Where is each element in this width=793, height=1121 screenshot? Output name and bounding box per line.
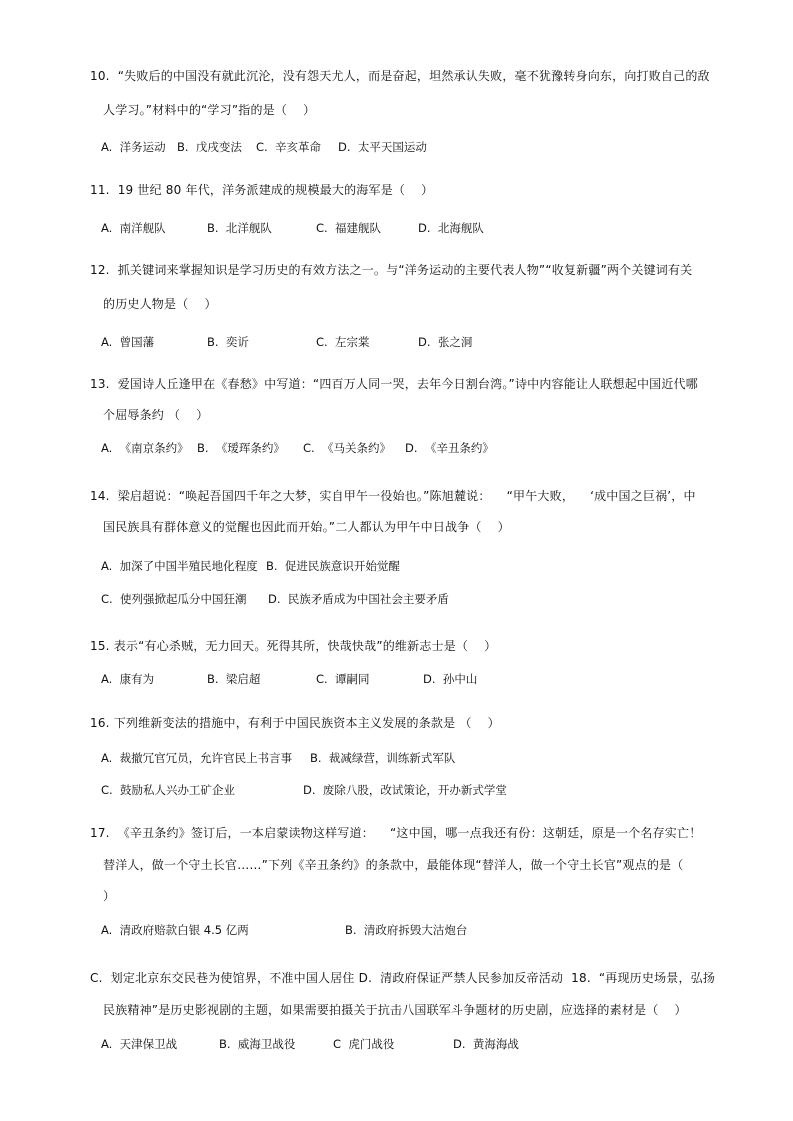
question-15-line-1: 15. 表示“有心杀贼，无力回天。死得其所，快哉快哉”的维新志士是（ ） bbox=[90, 639, 497, 653]
option-13-d: D. 《辛丑条约》 bbox=[405, 441, 494, 455]
option-16-c: C. 鼓励私人兴办工矿企业 bbox=[101, 783, 235, 797]
option-15-c: C. 谭嗣同 bbox=[316, 672, 370, 686]
option-15-d: D. 孙中山 bbox=[423, 672, 478, 686]
option-14-d: D. 民族矛盾成为中国社会主要矛盾 bbox=[268, 592, 449, 606]
question-14-line-2: 国民族具有群体意义的觉醒也因此而开始。”二人都认为甲午中日战争（ ） bbox=[103, 520, 510, 534]
question-18-line-2: 民族精神”是历史影视剧的主题，如果需要拍摄关于抗击八国联军斗争题材的历史剧，应选择的素材是（ ） bbox=[103, 1003, 687, 1017]
option-13-b: B. 《瑷珲条约》 bbox=[197, 441, 285, 455]
option-10-a: A. 洋务运动 bbox=[101, 140, 166, 154]
option-10-b: B. 戊戌变法 bbox=[177, 140, 242, 154]
option-14-b: B. 促进民族意识开始觉醒 bbox=[266, 559, 400, 573]
question-17-line-2: 替洋人，做一个守土长官……”下列《辛丑条约》的条款中，最能体现“替洋人，做一个守土长官”观点的是（ bbox=[103, 858, 684, 872]
option-11-d: D. 北海舰队 bbox=[418, 221, 484, 235]
option-10-d: D. 太平天国运动 bbox=[338, 140, 427, 154]
option-11-c: C. 福建舰队 bbox=[316, 221, 381, 235]
option-11-a: A. 南洋舰队 bbox=[101, 221, 166, 235]
option-11-b: B. 北洋舰队 bbox=[207, 221, 272, 235]
question-12-line-2: 的历史人物是（ ） bbox=[103, 297, 217, 311]
option-12-c: C. 左宗棠 bbox=[316, 335, 370, 349]
question-13-line-2: 个屈辱条约 （ ） bbox=[103, 408, 209, 422]
option-18-b: B. 威海卫战役 bbox=[219, 1037, 296, 1051]
option-10-c: C. 辛亥革命 bbox=[256, 140, 321, 154]
question-12-line-1: 12. 抓关键词来掌握知识是学习历史的有效方法之一。与“洋务运动的主要代表人物”“收复新疆”两个关键词有关 bbox=[90, 263, 693, 277]
option-18-c: C 虎门战役 bbox=[333, 1037, 395, 1051]
option-16-d: D. 废除八股，改试策论，开办新式学堂 bbox=[303, 783, 507, 797]
option-12-b: B. 奕䜣 bbox=[207, 335, 249, 349]
question-13-line-1: 13. 爱国诗人丘逢甲在《春愁》中写道：“四百万人同一哭，去年今日割台湾。”诗中内容能让人联想起中国近代哪 bbox=[90, 377, 698, 391]
option-17-a: A. 清政府赔款白银 4.5 亿两 bbox=[101, 923, 249, 937]
question-11-line-1: 11. 19 世纪 80 年代，洋务派建成的规模最大的海军是（ ） bbox=[90, 183, 434, 197]
option-14-c: C. 使列强掀起瓜分中国狂潮 bbox=[101, 592, 247, 606]
option-18-d: D. 黄海海战 bbox=[453, 1037, 519, 1051]
option-15-b: B. 梁启超 bbox=[207, 672, 261, 686]
question-10-line-2: 人学习。”材料中的“学习”指的是（ ） bbox=[103, 103, 316, 117]
option-15-a: A. 康有为 bbox=[101, 672, 155, 686]
option-13-a: A. 《南京条约》 bbox=[101, 441, 189, 455]
option-16-a: A. 裁撤冗官冗员，允许官民上书言事 bbox=[101, 751, 293, 765]
option-12-a: A. 曾国藩 bbox=[101, 335, 155, 349]
question-10-line-1: 10. “失败后的中国没有就此沉沦，没有怨天尤人，而是奋起，坦然承认失败，毫不犹豫转身向东，向打败自己的敌 bbox=[90, 69, 710, 83]
question-16-line-1: 16. 下列维新变法的措施中，有利于中国民族资本主义发展的条款是 （ ） bbox=[90, 716, 500, 730]
question-17-line-1: 17. 《辛丑条约》签订后，一本启蒙读物这样写道： “这中国，哪一点我还有份：这朝廷，原是一个名存实亡！ bbox=[90, 826, 702, 840]
option-16-b: B. 裁减绿营，训练新式军队 bbox=[310, 751, 456, 765]
option-12-d: D. 张之洞 bbox=[418, 335, 473, 349]
option-14-a: A. 加深了中国半殖民地化程度 bbox=[101, 559, 258, 573]
question-18-line-1: C. 划定北京东交民巷为使馆界，不准中国人居住 D. 清政府保证严禁人民参加反帝活动 18. “再现历史场景，弘扬 bbox=[90, 971, 716, 985]
option-13-c: C. 《马关条约》 bbox=[303, 441, 391, 455]
question-14-line-1: 14. 梁启超说：“唤起吾国四千年之大梦，实自甲午一役始也。”陈旭麓说： “甲午大败， ‘成中国之巨祸’，中 bbox=[90, 489, 696, 503]
option-18-a: A. 天津保卫战 bbox=[101, 1037, 178, 1051]
option-17-b: B. 清政府拆毁大沽炮台 bbox=[345, 923, 468, 937]
question-17-line-3: ） bbox=[103, 889, 116, 903]
